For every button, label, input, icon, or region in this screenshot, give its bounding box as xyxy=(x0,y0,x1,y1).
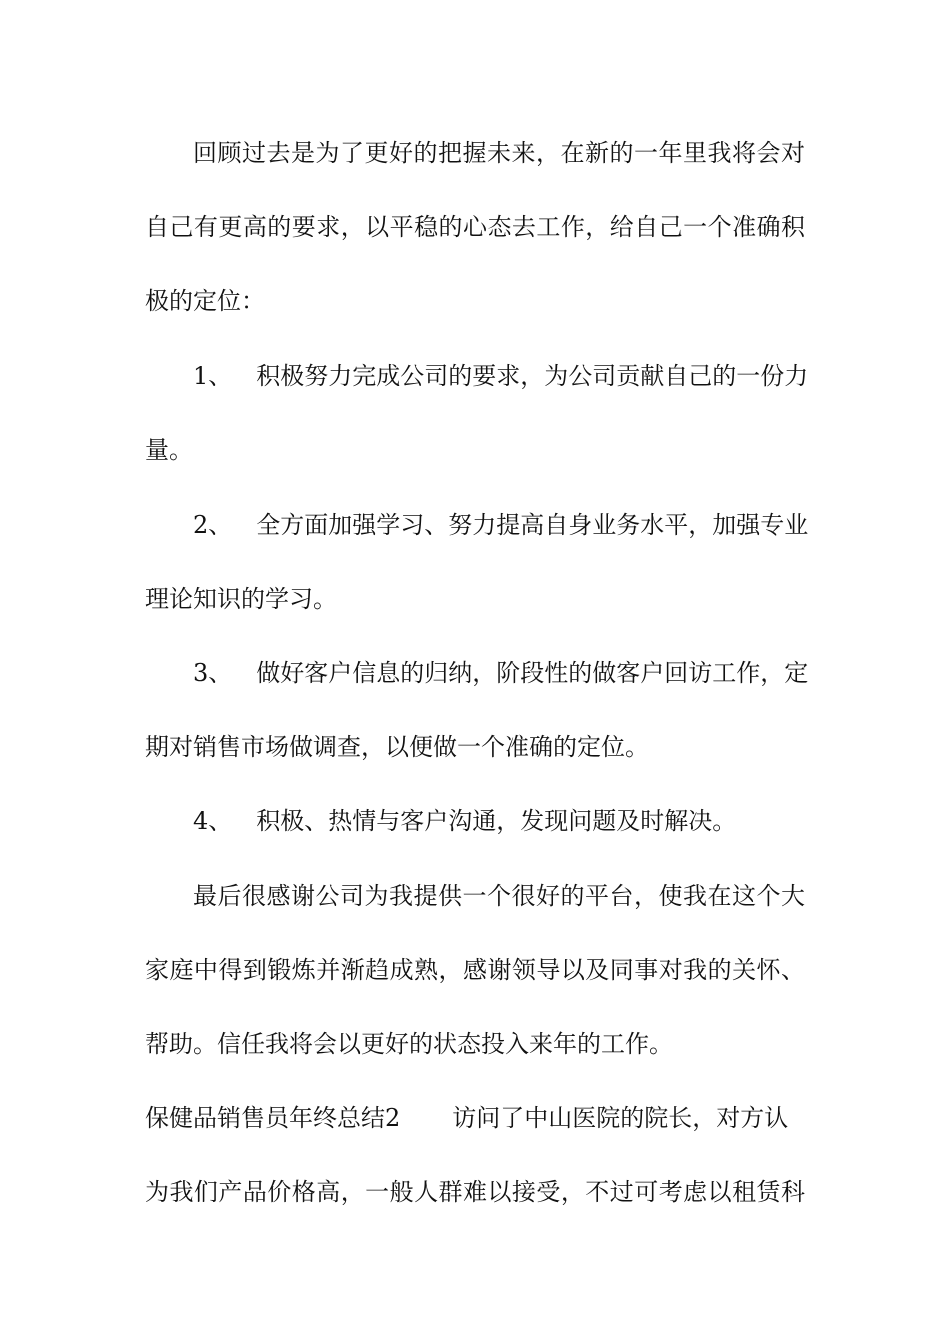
list-item-3-line-2: 期对销售市场做调查，以便做一个准确的定位。 xyxy=(145,733,649,761)
list-item-3-line-1 xyxy=(145,653,809,693)
list-item-4-number: 4、 xyxy=(193,807,233,835)
list-item-4-line-1 xyxy=(145,801,805,841)
list-item-3-number: 3、 xyxy=(193,659,233,687)
list-item-1-line-1 xyxy=(145,356,809,396)
paragraph-2-line-3: 帮助。信任我将会以更好的状态投入来年的工作。 xyxy=(145,1030,673,1058)
paragraph-1-line-1: 回顾过去是为了更好的把握未来，在新的一年里我将会对 xyxy=(193,139,805,167)
section-2-line-2: 为我们产品价格高，一般人群难以接受，不过可考虑以租赁科 xyxy=(145,1178,805,1206)
section-2-first-line xyxy=(145,1098,805,1138)
list-item-1-line-2: 量。 xyxy=(145,436,193,464)
section-2-text: 访问了中山医院的院长，对方认 xyxy=(452,1104,789,1132)
list-item-2-number: 2、 xyxy=(193,511,233,539)
list-item-2-text: 全方面加强学习、努力提高自身业务水平，加强专业 xyxy=(256,511,809,539)
list-item-4-text: 积极、热情与客户沟通，发现问题及时解决。 xyxy=(256,807,737,835)
list-item-2-line-1 xyxy=(145,505,809,545)
list-item-1-number: 1、 xyxy=(193,362,233,390)
paragraph-2-line-1: 最后很感谢公司为我提供一个很好的平台，使我在这个大 xyxy=(193,882,805,910)
paragraph-1-line-2: 自己有更高的要求，以平稳的心态去工作，给自己一个准确积 xyxy=(145,213,805,241)
list-item-1-text: 积极努力完成公司的要求，为公司贡献自己的一份力 xyxy=(256,362,809,390)
list-item-2-line-2: 理论知识的学习。 xyxy=(145,585,337,613)
paragraph-2-line-2: 家庭中得到锻炼并渐趋成熟，感谢领导以及同事对我的关怀、 xyxy=(145,956,805,984)
section-2-heading: 保健品销售员年终总结2 xyxy=(145,1104,401,1132)
list-item-3-text: 做好客户信息的归纳，阶段性的做客户回访工作，定 xyxy=(256,659,809,687)
paragraph-1-line-3: 极的定位： xyxy=(145,287,265,315)
